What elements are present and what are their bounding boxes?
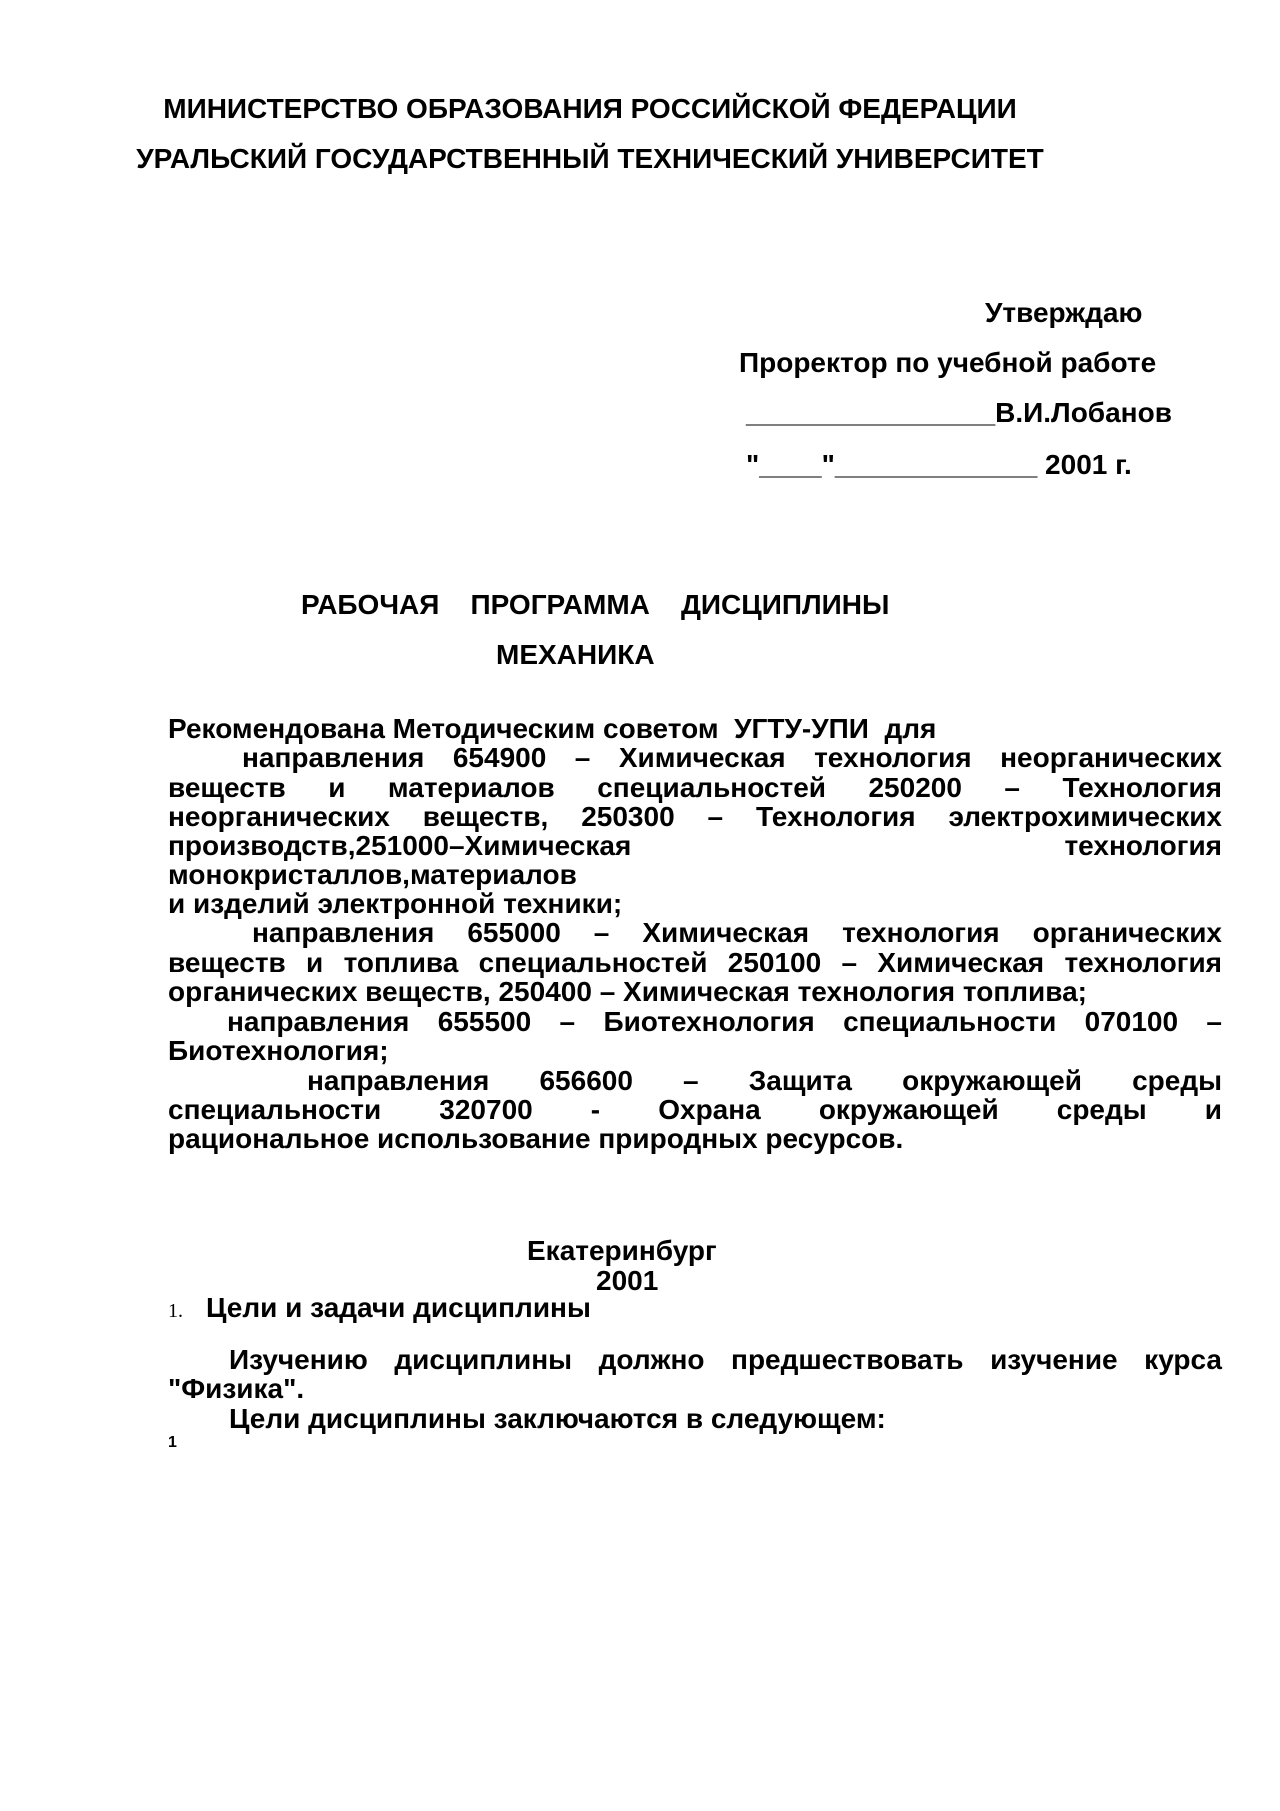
- year: 2001: [596, 1265, 659, 1296]
- discipline-title: МЕХАНИКА: [496, 639, 655, 670]
- direction1-line-1: направления 654900 – Химическая технология неорганических: [242, 742, 1222, 773]
- direction2-line-2: веществ и топлива специальностей 250100 – Химическая технология: [168, 947, 1222, 978]
- direction4-line-2: специальности 320700 - Охрана окружающей среды и: [168, 1094, 1222, 1125]
- ministry-heading: МИНИСТЕРСТВО ОБРАЗОВАНИЯ РОССИЙСКОЙ ФЕДЕРАЦИИ: [163, 93, 1017, 124]
- approval-date: "____"_____________ 2001 г.: [746, 449, 1132, 480]
- direction3-line-1: направления 655500 – Биотехнология специальности 070100 –: [227, 1006, 1222, 1037]
- direction3-last-line: Биотехнология;: [168, 1035, 389, 1066]
- program-title: РАБОЧАЯ ПРОГРАММА ДИСЦИПЛИНЫ: [301, 589, 890, 620]
- direction4-line-1: направления 656600 – Защита окружающей среды: [307, 1065, 1222, 1096]
- section-heading: Цели и задачи дисциплины: [206, 1292, 591, 1323]
- approval-signature: ________________В.И.Лобанов: [746, 397, 1172, 428]
- direction1-line-4: производств,251000–Химическая технология: [168, 830, 1222, 861]
- direction1-line-3: неорганических веществ, 250300 – Технология электрохимических: [168, 801, 1222, 832]
- recommendation-intro: Рекомендована Методическим советом УГТУ-УПИ для: [168, 713, 937, 744]
- approval-label: Утверждаю: [985, 297, 1143, 328]
- section-para1-line2: "Физика".: [168, 1373, 305, 1404]
- university-heading: УРАЛЬСКИЙ ГОСУДАРСТВЕННЫЙ ТЕХНИЧЕСКИЙ УНИВЕРСИТЕТ: [136, 143, 1044, 174]
- section-para2: Цели дисциплины заключаются в следующем:: [229, 1403, 886, 1434]
- page-number: 1: [168, 1434, 177, 1451]
- direction1-line-2: веществ и материалов специальностей 250200 – Технология: [168, 772, 1222, 803]
- direction1-tail-2: и изделий электронной техники;: [168, 888, 623, 919]
- direction4-last-line: рациональное использование природных ресурсов.: [168, 1123, 904, 1154]
- section-para1-line1: Изучению дисциплины должно предшествовать изучение курса: [229, 1344, 1222, 1375]
- direction2-line-1: направления 655000 – Химическая технология органических: [252, 917, 1222, 948]
- direction1-tail-1: монокристаллов,материалов: [168, 859, 577, 890]
- approval-position: Проректор по учебной работе: [739, 347, 1157, 378]
- section-number: 1.: [168, 1300, 183, 1322]
- direction2-last-line: органических веществ, 250400 – Химическая технология топлива;: [168, 976, 1088, 1007]
- city: Екатеринбург: [527, 1235, 717, 1266]
